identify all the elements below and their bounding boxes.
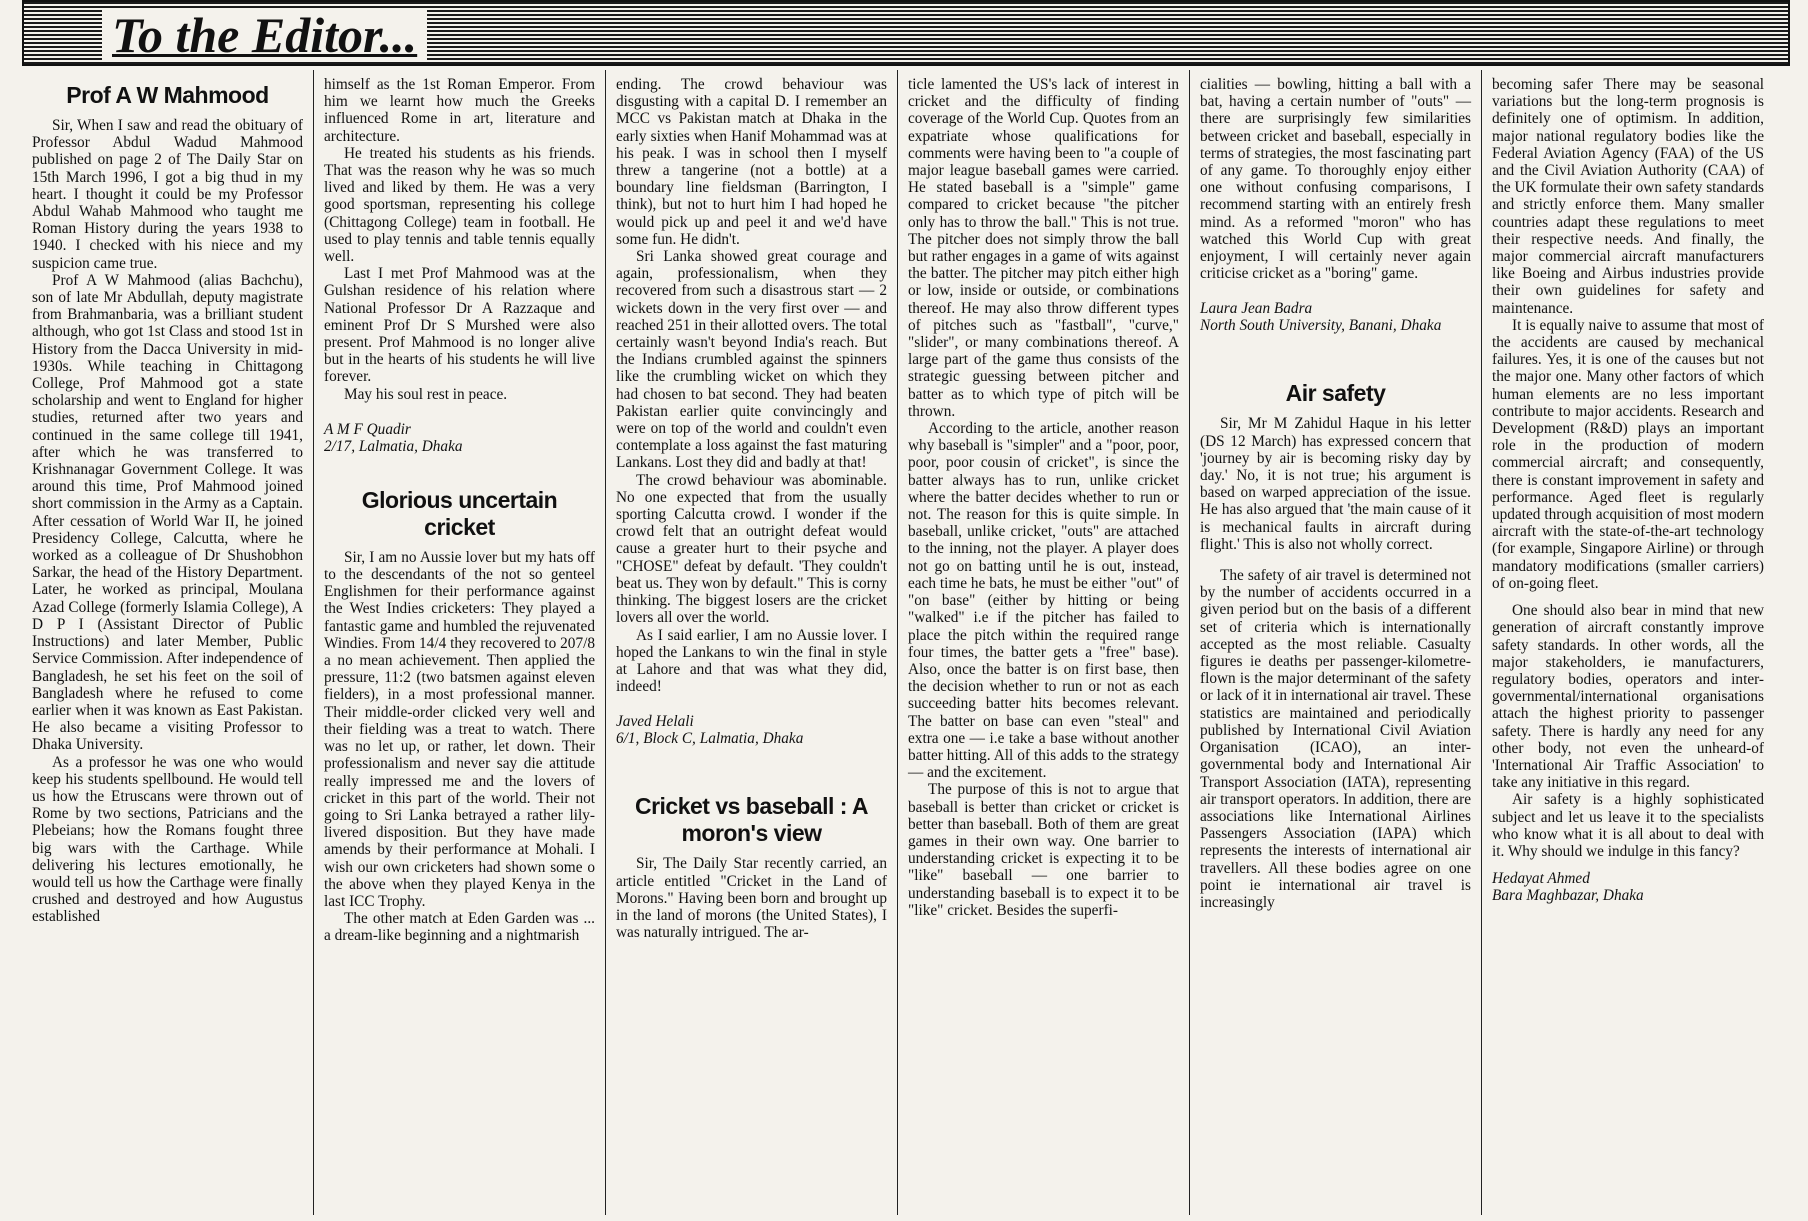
paragraph: As I said earlier, I am no Aussie lover. I hoped the Lankans to win the final in style at Lahore and that was what they did, indeed! bbox=[616, 626, 887, 696]
paragraph: ticle lamented the US's lack of interest in cricket and the difficulty of finding coverage of the World Cup. Quotes from an expatriate whose qualifications for comments were having been to "a couple of major league baseball games were carried. He stated baseball is a "simple" game compared to cricket because "the pitcher only has to throw the ball." This is not true. The pitcher does not simply throw the ball but rather engages in a game of wits against the batter. The pitcher may pitch either high or low, inside or outside, or combinations thereof. He may also throw different types of pitches such as "fastball", "curve," "slider", or many combinations thereof. A large part of the game thus consists of the strategic guessing between pitcher and batter as to which type of pitch will be thrown. bbox=[908, 76, 1179, 420]
letter-headline-air-safety: Air safety bbox=[1285, 380, 1386, 407]
paragraph: Sir, Mr M Zahidul Haque in his letter (DS 12 March) has expressed concern that 'journey by air is becoming risky day by day.' No, it is not true; his argument is based on warped appreciation of the issue. He has also argued that 'the main cause of it is mechanical faults in aircraft during flight.' This is also not wholly correct. bbox=[1200, 415, 1471, 553]
paragraph: Air safety is a highly sophisticated subject and let us leave it to the specialists who know what it is all about to deal with it. Why should we indulge in this fancy? bbox=[1492, 791, 1764, 860]
signature-address: 6/1, Block C, Lalmatia, Dhaka bbox=[616, 730, 804, 748]
letters-page bbox=[22, 70, 1790, 1215]
paragraph: According to the article, another reason why baseball is "simpler" and a "poor, poor, poor, poor cousin of cricket", is since the batter always has to run, unlike cricket where the batter decides whether to run or not. The reason for this is quite simple. In baseball, unlike cricket, "outs" are attached to the inning, not the player. A player does not go on batting until he is out, instead, each time he bats, he must be either "out" of "on base" (either by hitting or being "walked" i.e if the pitcher has failed to place the pitch within the required range four times, the batter gets a "free" base). Also, once the batter is on first base, then the decision whether to run or not as each succeeding batter hits becomes relevant. The batter on base can even "steal" and extra one — i.e take a base without another batter hitting. All of this adds to the strategy — and the excitement. bbox=[908, 420, 1179, 782]
column-1 bbox=[22, 70, 314, 1215]
column-3 bbox=[606, 70, 898, 1215]
letter-headline-glorious-cricket: Glorious uncertain cricket bbox=[361, 486, 558, 540]
letter-headline-prof-mahmood: Prof A W Mahmood bbox=[66, 82, 269, 108]
masthead-banner bbox=[22, 0, 1790, 66]
section-title: To the Editor... bbox=[102, 8, 427, 62]
paragraph: The safety of air travel is determined not by the number of accidents occurred in a given period but on the basis of a different set of criteria which is internationally accepted as the most reliable. Casualty figures ie deaths per passenger-kilometre-flown is the major determinant of the safety or lack of it in international air travel. These statistics are maintained and periodically published by International Civil Aviation Organisation (ICAO), an inter-governmental body and International Air Transport Association (IATA), representing air transport operators. In addition, there are associations like International Airlines Passengers Association (IAPA) which represents the interests of international air travellers. All these bodies agree on one point ie international air travel is increasingly bbox=[1200, 567, 1471, 911]
paragraph: May his soul rest in peace. bbox=[344, 385, 508, 403]
paragraph: Sir, When I saw and read the obituary of Professor Abdul Wadud Mahmood published on page 2 of The Daily Star on 15th March 1996, I got a big thud in my heart. I thought it could be my Professor Abdul Wahab Mahmood who taught me Roman History during the years 1938 to 1940. I checked with his niece and my suspicion came true. bbox=[32, 117, 303, 272]
signature-address: North South University, Banani, Dhaka bbox=[1200, 317, 1442, 335]
signature-name: Javed Helali bbox=[616, 713, 694, 731]
paragraph: The purpose of this is not to argue that baseball is better than cricket or cricket is better than baseball. Both of them are great games in their own way. One barrier to understanding cricket is expecting it to be "like" baseball — one barrier to understanding baseball is to expect it to be "like" cricket. Besides the superfi- bbox=[908, 781, 1179, 919]
paragraph: The crowd behaviour was abominable. No one expected that from the usually sporting Calcutta crowd. I wonder if the crowd felt that an outright defeat would cause a greater hurt to their psyche and "CHOSE" defeat by default. 'They couldn't beat us. They won by default." This is corny thinking. The biggest losers are the cricket lovers all over the world. bbox=[616, 471, 887, 627]
column-5 bbox=[1190, 70, 1482, 1215]
letter-signature bbox=[1492, 870, 1764, 904]
paragraph: Sri Lanka showed great courage and again, professionalism, when they recovered from such a disastrous start — 2 wickets down in the very first over — and reached 251 in their allotted overs. The total certainly wasn't beyond India's reach. But the Indians crumbled against the spinners like the crumbling wicket on which they had chosen to bat second. They had beaten Pakistan earlier quite convincingly and were on top of the world and couldn't even contemplate a loss against the fast maturing Lankans. Lost they did and badly at that! bbox=[616, 248, 887, 472]
paragraph: Sir, I am no Aussie lover but my hats off to the descendants of the not so genteel Englishmen for their performance against the West Indies cricketers: They played a fantastic game and humbled the rejuvenated Windies. From 14/4 they recovered to 207/8 a no mean achievement. Then applied the pressure, 11:2 (two batsmen against eleven fielders), in a most professional manner. Their middle-order clicked very well and their fielding was a treat to watch. There was no let up, or rather, let down. Their professionalism and never say die attitude really impressed me and the lovers of cricket in this part of the world. Their not going to Sri Lanka betrayed a rather lily-livered disposition. But they have made amends by their performance at Mohali. I wish our own cricketers had shown some o the above when they played Kenya in the last ICC Trophy. bbox=[324, 548, 595, 910]
paragraph: becoming safer There may be seasonal variations but the long-term prognosis is definitely one of optimism. In addition, major national regulatory bodies like the Federal Aviation Agency (FAA) of the US and the Civil Aviation Authority (CAA) of the UK formulate their own safety standards and strictly enforce them. Many smaller countries adapt these regulations to meet their respective needs. And finally, the major commercial aircraft manufacturers like Boeing and Airbus industries provide their own guidelines for safety and maintenance. bbox=[1492, 76, 1764, 317]
paragraph: As a professor he was one who would keep his students spellbound. He would tell us how the Etruscans were thrown out of Rome by two sections, Patricians and the Plebeians; how the Romans fought three big wars with the Carthage. While delivering his lectures emotionally, he would tell us how the Carthage were finally crushed and destroyed and how Augustus established bbox=[32, 753, 303, 926]
paragraph: He treated his students as his friends. That was the reason why he was so much lived and liked by them. He was a very good sportsman, representing his college (Chittagong College) team in football. He used to play tennis and table tennis equally well. bbox=[324, 144, 595, 266]
letter-signature bbox=[1200, 300, 1471, 334]
paragraph: Sir, The Daily Star recently carried, an article entitled "Cricket in the Land of Morons." Having been born and brought up in the land of morons (the United States), I was naturally intrigued. The ar- bbox=[616, 855, 887, 942]
signature-address: Bara Maghbazar, Dhaka bbox=[1492, 887, 1644, 905]
letter-signature bbox=[616, 713, 887, 747]
letter-signature bbox=[324, 421, 595, 455]
letter-headline-cricket-vs-baseball: Cricket vs baseball : A moron's view bbox=[634, 793, 869, 847]
signature-name: A M F Quadir bbox=[324, 420, 411, 438]
paragraph: himself as the 1st Roman Emperor. From him we learnt how much the Greeks influenced Rome in art, literature and architecture. bbox=[324, 76, 595, 145]
paragraph: The other match at Eden Garden was ... a dream-like beginning and a nightmarish bbox=[324, 910, 595, 945]
paragraph: It is equally naive to assume that most of the accidents are caused by mechanical failures. Yes, it is one of the causes but not the major one. Many other factors of which human elements are no less important contribute to major accidents. Research and Development (R&D) plays an important role in the production of modern commercial aircraft; and consequently, there is constant improvement in safety and performance. Aged fleet is regularly updated through acquisition of most modern aircraft with the state-of-the-art technology (for example, Singapore Airline) or through mandatory modifications (smaller carriers) of on-going fleet. bbox=[1492, 316, 1764, 592]
paragraph: ending. The crowd behaviour was disgusting with a capital D. I remember an MCC vs Pakistan match at Dhaka in the early sixties when Hanif Mohammad was at his peak. I was in school then I myself threw a tangerine (not a bottle) at a boundary line fieldsman (Barrington, I think), but not to hurt him I had hoped he would pick up and peel it and we'd have some fun. He didn't. bbox=[616, 76, 887, 248]
column-4 bbox=[898, 70, 1190, 1215]
signature-address: 2/17, Lalmatia, Dhaka bbox=[324, 437, 463, 455]
signature-name: Hedayat Ahmed bbox=[1492, 870, 1590, 888]
paragraph: Prof A W Mahmood (alias Bachchu), son of late Mr Abdullah, deputy magistrate from Brahmanbaria, was a brilliant student although, who got 1st Class and stood 1st in History from the Dacca University in mid-1930s. While teaching in Chittagong College, Prof Mahmood got a state scholarship and went to England for higher studies, returned after two years and continued in the same college till 1941, after which he was transferred to Krishnanagar Government College. It was around this time, Prof Mahmood joined short commission in the Army as a Captain. After cessation of World War II, he joined Presidency College, Calcutta, where he worked as a colleague of Dr Shushobhon Sarkar, the head of the History Department. Later, he worked as principal, Moulana Azad College (formerly Islamia College), A D P I (Assistant Director of Public Instructions) and later Member, Public Service Commission. After independence of Bangladesh, he set his feet on the soil of Bangladesh where he refused to come earlier when it was known as East Pakistan. He also became a visiting Professor to Dhaka University. bbox=[32, 271, 303, 754]
paragraph: Last I met Prof Mahmood was at the Gulshan residence of his relation where National Professor Dr A Razzaque and eminent Prof Dr S Murshed were also present. Prof Mahmood is no longer alive but in the hearts of his students he will live forever. bbox=[324, 265, 595, 386]
column-6 bbox=[1482, 70, 1774, 1215]
paragraph: One should also bear in mind that new generation of aircraft constantly improve safety standards. In other words, all the major stakeholders, ie manufacturers, regulatory bodies, operators and inter-governmental/international organisations attach the highest priority to passenger safety. There is hardly any need for any other body, not even the unheard-of 'International Air Traffic Association' to take any initiative in this regard. bbox=[1492, 602, 1764, 792]
paragraph: cialities — bowling, hitting a ball with a bat, having a certain number of "outs" — there are surprisingly few similarities between cricket and baseball, especially in terms of strategies, the most fascinating part of any game. To thoroughly enjoy either one without confusing comparisons, I recommend starting with an entirely fresh mind. As a reformed "moron" who has watched this World Cup with great enjoyment, I will certainly never again criticise cricket as a "boring" game. bbox=[1200, 76, 1471, 283]
column-2 bbox=[314, 70, 606, 1215]
signature-name: Laura Jean Badra bbox=[1200, 300, 1313, 318]
